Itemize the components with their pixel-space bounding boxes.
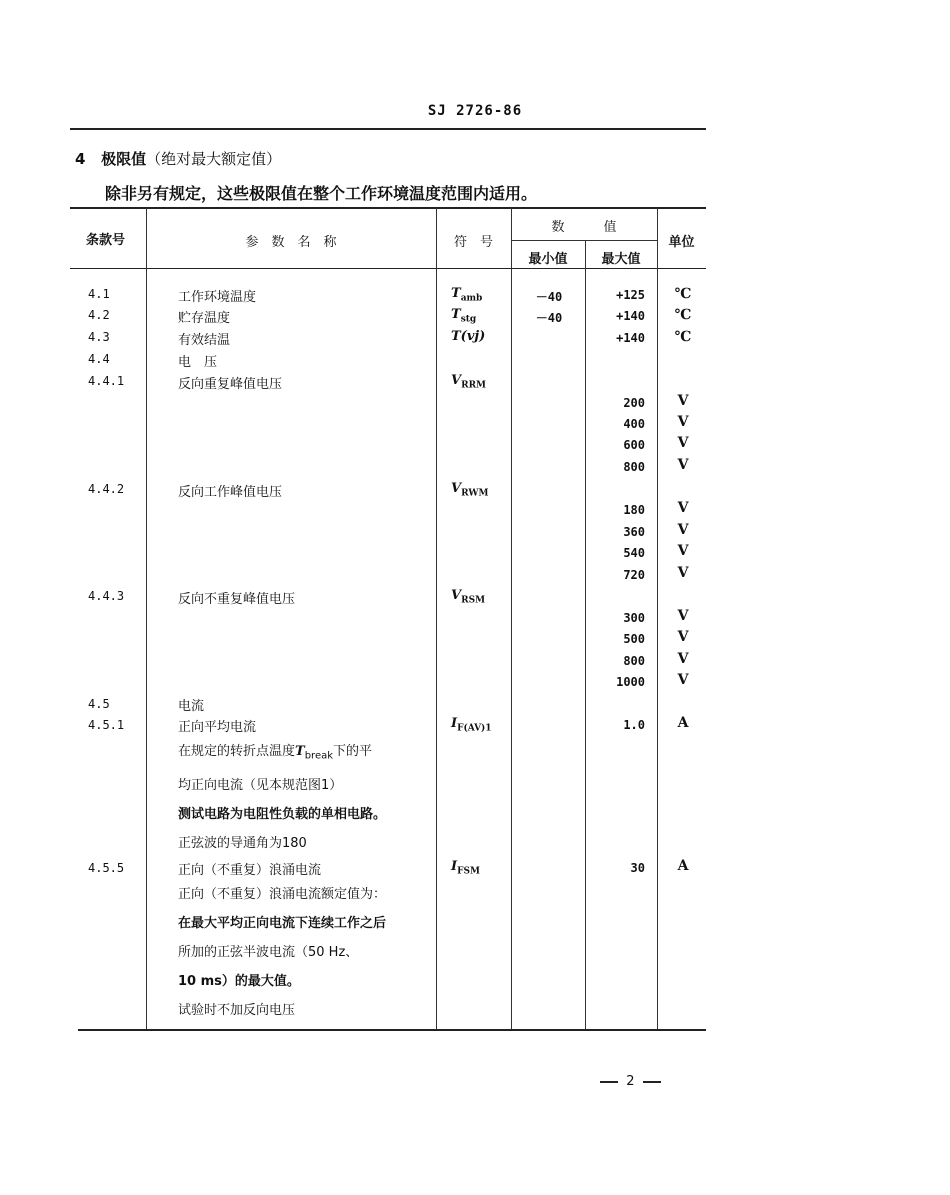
clause-number: 4.5.5 <box>88 861 125 875</box>
table-top-rule <box>70 207 706 209</box>
page-dash <box>600 1081 618 1083</box>
max-value: 500 <box>623 632 645 646</box>
max-value: 600 <box>623 438 645 452</box>
clause-number: 4.4.1 <box>88 374 125 388</box>
header-unit: 单位 <box>668 235 695 250</box>
unit: V <box>677 435 689 451</box>
section-subtitle: （绝对最大额定值） <box>146 150 282 168</box>
param-symbol: $V_{RSM}$ <box>451 588 486 606</box>
param-name: 有效结温 <box>178 333 231 348</box>
max-value: +140 <box>616 309 645 323</box>
param-name: 反向不重复峰值电压 <box>178 592 296 607</box>
param-name: 正向（不重复）浪涌电流 <box>178 863 322 878</box>
clause-number: 4.1 <box>88 287 110 301</box>
param-name: 正向平均电流 <box>178 720 257 735</box>
col-divider-5 <box>657 208 658 1029</box>
page-number: 2 <box>600 1074 661 1089</box>
max-value: 1000 <box>616 675 645 689</box>
unit: V <box>677 608 689 624</box>
header-max: 最大值 <box>601 252 641 267</box>
value-head-rule <box>511 240 657 241</box>
unit: V <box>677 543 689 559</box>
unit: ℃ <box>674 329 692 345</box>
max-value: 300 <box>623 611 645 625</box>
max-value: 1.0 <box>623 718 645 732</box>
param-name: 贮存温度 <box>178 311 231 326</box>
max-value: 180 <box>623 503 645 517</box>
section-number: 4 <box>75 150 86 168</box>
section-heading <box>75 148 281 169</box>
clause-number: 4.5 <box>88 697 110 711</box>
clause-number: 4.2 <box>88 308 110 322</box>
unit: V <box>677 651 689 667</box>
unit: V <box>677 629 689 645</box>
unit: V <box>677 565 689 581</box>
clause-number: 4.4.2 <box>88 482 125 496</box>
param-note: 正向（不重复）浪涌电流额定值为： 在最大平均正向电流下连续工作之后 所加的正弦半波电流（50 Hz、 10 ms）的最大值。 试验时不加反向电压 <box>178 887 387 1018</box>
col-divider-2 <box>436 208 437 1029</box>
max-value: 540 <box>623 546 645 560</box>
unit: ℃ <box>674 307 692 323</box>
param-symbol: $V_{RRM}$ <box>451 373 487 391</box>
header-param: 参 数 名 称 <box>245 235 337 250</box>
table-bottom-rule <box>78 1029 706 1031</box>
unit: V <box>677 522 689 538</box>
col-divider-3 <box>511 208 512 1029</box>
clause-number: 4.3 <box>88 330 110 344</box>
max-value: 800 <box>623 460 645 474</box>
param-name: 电流 <box>178 699 205 714</box>
header-rule <box>70 128 706 130</box>
param-name: 电 压 <box>178 355 218 370</box>
max-value: 30 <box>630 861 645 875</box>
clause-number: 4.5.1 <box>88 718 125 732</box>
page-dash <box>643 1081 661 1083</box>
max-value: 800 <box>623 654 645 668</box>
unit: A <box>677 715 689 731</box>
clause-number: 4.4.3 <box>88 589 125 603</box>
param-symbol: $V_{RWM}$ <box>451 481 489 499</box>
section-intro: 除非另有规定，这些极限值在整个工作环境温度范围内适用。 <box>105 184 538 203</box>
clause-number: 4.4 <box>88 352 110 366</box>
max-value: +140 <box>616 331 645 345</box>
unit: A <box>677 858 689 874</box>
max-value: 200 <box>623 396 645 410</box>
param-note: 在规定的转折点温度$T_{break}$下的平 均正向电流（见本规范图1） 测试电路为电阻性负载的单相电路。 正弦波的导通角为180 <box>178 744 387 851</box>
param-symbol: $I_{FSM}$ <box>451 859 480 877</box>
doc-code: SJ 2726-86 <box>427 103 523 119</box>
param-name: 反向重复峰值电压 <box>178 377 283 392</box>
table-head-rule <box>70 268 706 269</box>
param-symbol: T(vj) <box>451 329 486 344</box>
header-clause: 条款号 <box>86 233 126 248</box>
max-value: 360 <box>623 525 645 539</box>
unit: ℃ <box>674 286 692 302</box>
max-value: 720 <box>623 568 645 582</box>
max-value: 400 <box>623 417 645 431</box>
param-name: 工作环境温度 <box>178 290 257 305</box>
section-title: 极限值 <box>101 150 147 168</box>
col-divider-1 <box>146 208 147 1029</box>
unit: V <box>677 672 689 688</box>
param-symbol: $I_{F(AV)1}$ <box>451 716 492 734</box>
unit: V <box>677 457 689 473</box>
unit: V <box>677 393 689 409</box>
param-name: 反向工作峰值电压 <box>178 485 283 500</box>
max-value: +125 <box>616 288 645 302</box>
header-symbol: 符 号 <box>453 235 493 250</box>
col-divider-4 <box>585 240 586 1029</box>
param-symbol: $T_{amb}$ <box>451 286 483 304</box>
header-min: 最小值 <box>528 252 568 267</box>
unit: V <box>677 414 689 430</box>
min-value: －40 <box>535 311 563 325</box>
unit: V <box>677 500 689 516</box>
header-value: 数 值 <box>551 220 617 235</box>
min-value: －40 <box>535 290 563 304</box>
param-symbol: $T_{stg}$ <box>451 307 477 325</box>
